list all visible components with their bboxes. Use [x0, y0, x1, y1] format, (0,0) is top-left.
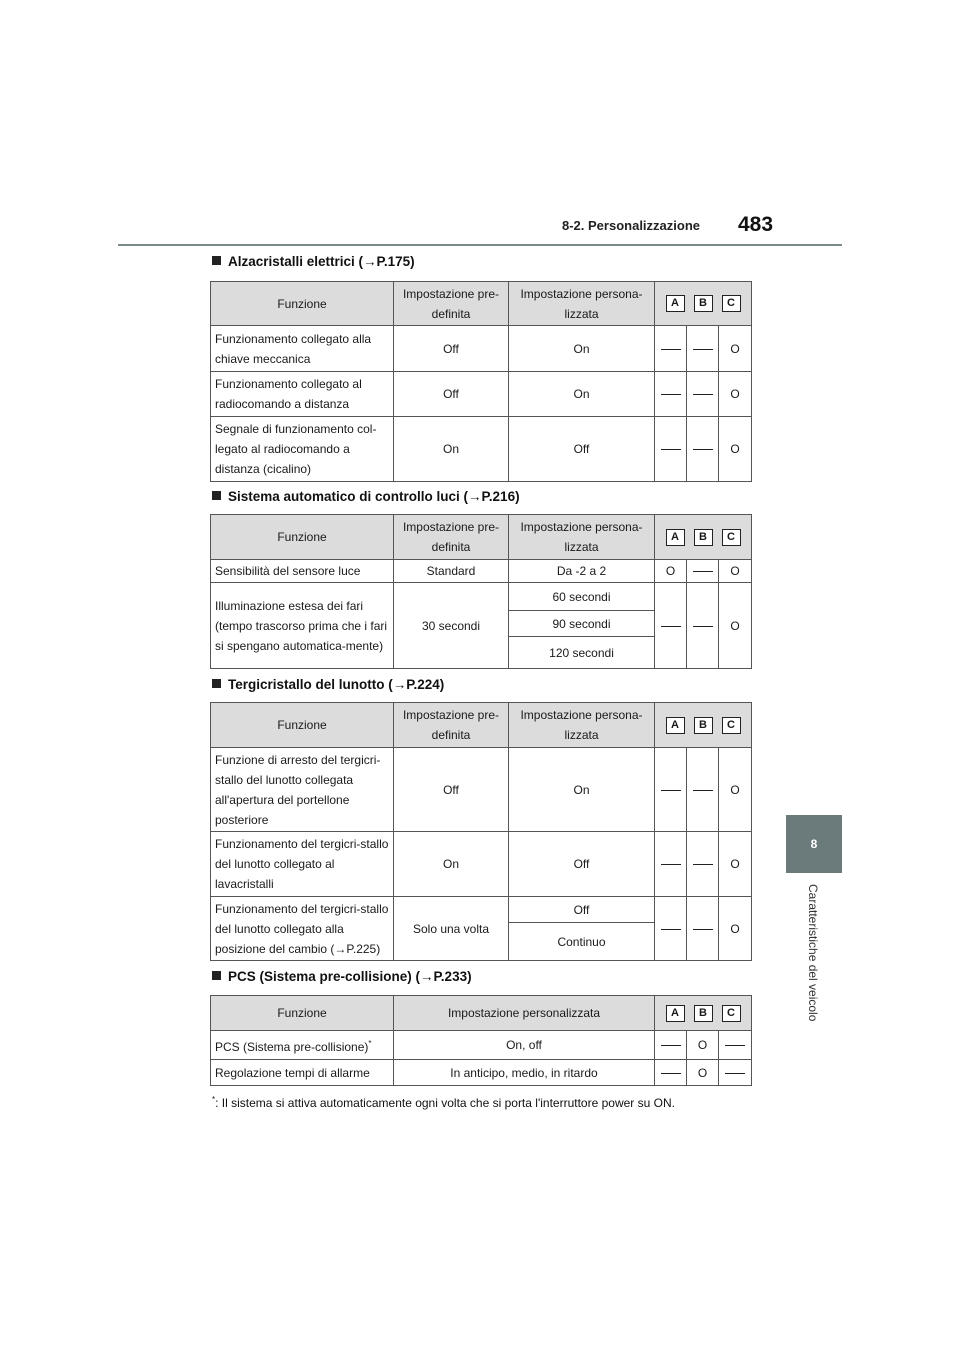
table-header-row [211, 282, 752, 326]
table-controllo-luci [210, 514, 752, 669]
section-title-text: Alzacristalli elettrici (→P.175) [228, 254, 415, 269]
dash-icon [725, 1045, 745, 1046]
cell-c [719, 1031, 752, 1060]
cell-a [655, 897, 687, 961]
cell-c [719, 1060, 752, 1086]
cell-c: O [719, 560, 752, 583]
box-a-icon: A [666, 295, 685, 312]
cell-b: O [687, 1060, 719, 1086]
cell-a [655, 1031, 687, 1060]
dash-icon [661, 449, 681, 450]
dash-icon [661, 1045, 681, 1046]
cell-b [687, 326, 719, 372]
dash-icon [661, 1073, 681, 1074]
cell-personalizzata-option: Continuo [509, 923, 655, 961]
dash-icon [693, 394, 713, 395]
cell-a [655, 832, 687, 897]
cell-predefinita: Off [394, 372, 509, 417]
cell-predefinita: Off [394, 748, 509, 832]
dash-icon [693, 349, 713, 350]
cell-b [687, 748, 719, 832]
cell-c: O [719, 897, 752, 961]
header-abc [655, 996, 752, 1031]
cell-personalizzata: On [509, 326, 655, 372]
cell-a [655, 748, 687, 832]
table-row [211, 832, 752, 897]
section-title-pcs [212, 969, 472, 984]
table-row [211, 560, 752, 583]
header-predefinita: Impostazione pre-definita [394, 282, 509, 326]
dash-icon [693, 790, 713, 791]
cell-funzione: Illuminazione estesa dei fari (tempo trascorso prima che i fari si spengano automatica-mente) [211, 583, 394, 669]
cell-funzione-text: PCS (Sistema pre-collisione) [215, 1039, 369, 1054]
cell-personalizzata: On [509, 748, 655, 832]
header-personalizzata: Impostazione persona-lizzata [509, 703, 655, 748]
header-predefinita: Impostazione pre-definita [394, 703, 509, 748]
cell-personalizzata-option: Off [509, 897, 655, 923]
cell-b [687, 372, 719, 417]
footnote-text: : Il sistema si attiva automaticamente ogni volta che si porta l'interruttore power su ON. [215, 1096, 675, 1110]
table-row [211, 417, 752, 482]
cell-predefinita: On [394, 832, 509, 897]
table-pcs [210, 995, 752, 1086]
cell-a [655, 583, 687, 669]
header-personalizzata: Impostazione personalizzata [394, 996, 655, 1031]
table-header-row [211, 703, 752, 748]
cell-funzione [211, 1031, 394, 1060]
square-bullet-icon [212, 679, 221, 688]
dash-icon [693, 449, 713, 450]
cell-a [655, 372, 687, 417]
header-predefinita: Impostazione pre-definita [394, 515, 509, 560]
footnote [212, 1095, 675, 1110]
chapter-tab [786, 815, 842, 873]
cell-personalizzata: In anticipo, medio, in ritardo [394, 1060, 655, 1086]
cell-funzione: Sensibilità del sensore luce [211, 560, 394, 583]
square-bullet-icon [212, 256, 221, 265]
table-row [211, 583, 752, 611]
cell-personalizzata: Off [509, 417, 655, 482]
chapter-label [806, 884, 822, 1044]
box-c-icon: C [722, 295, 741, 312]
section-title-text: Tergicristallo del lunotto (→P.224) [228, 677, 445, 692]
cell-funzione: Funzionamento del tergicri-stallo del lunotto collegato al lavacristalli [211, 832, 394, 897]
cell-funzione: Funzionamento collegato alla chiave meccanica [211, 326, 394, 372]
chapter-number: 8 [810, 837, 818, 851]
cell-funzione: Regolazione tempi di allarme [211, 1060, 394, 1086]
cell-funzione: Funzione di arresto del tergicri-stallo del lunotto collegata all'apertura del portellone posteriore [211, 748, 394, 832]
cell-b [687, 832, 719, 897]
chapter-label-text: Caratteristiche del veicolo [806, 884, 820, 1022]
table-tergicristallo [210, 702, 752, 961]
running-header-section: 8-2. Personalizzazione [562, 218, 700, 233]
cell-b [687, 560, 719, 583]
cell-a [655, 1060, 687, 1086]
cell-b [687, 897, 719, 961]
header-abc [655, 703, 752, 748]
cell-c: O [719, 748, 752, 832]
table-row [211, 748, 752, 832]
header-abc [655, 282, 752, 326]
cell-predefinita: On [394, 417, 509, 482]
section-title-controllo-luci [212, 489, 520, 504]
header-rule [118, 244, 842, 246]
dash-icon [661, 864, 681, 865]
cell-predefinita: Standard [394, 560, 509, 583]
dash-icon [725, 1073, 745, 1074]
cell-funzione: Funzionamento collegato al radiocomando a distanza [211, 372, 394, 417]
dash-icon [661, 790, 681, 791]
section-title-text: PCS (Sistema pre-collisione) (→P.233) [228, 969, 472, 984]
box-c-icon: C [722, 717, 741, 734]
box-b-icon: B [694, 529, 713, 546]
cell-c: O [719, 417, 752, 482]
cell-personalizzata-option: 120 secondi [509, 637, 655, 669]
box-a-icon: A [666, 717, 685, 734]
section-title-text: Sistema automatico di controllo luci (→P.216) [228, 489, 520, 504]
cell-personalizzata: On, off [394, 1031, 655, 1060]
page-number: 483 [738, 213, 774, 236]
cell-b [687, 583, 719, 669]
header-funzione: Funzione [211, 996, 394, 1031]
table-header-row [211, 515, 752, 560]
cell-a [655, 417, 687, 482]
table-row [211, 1031, 752, 1060]
table-alzacristalli [210, 281, 752, 482]
footnote-mark: * [212, 1095, 216, 1104]
cell-c: O [719, 583, 752, 669]
dash-icon [693, 571, 713, 572]
cell-predefinita: Solo una volta [394, 897, 509, 961]
section-title-tergicristallo [212, 677, 444, 692]
cell-personalizzata-option: 60 secondi [509, 583, 655, 611]
dash-icon [661, 626, 681, 627]
cell-c: O [719, 326, 752, 372]
cell-c: O [719, 372, 752, 417]
header-funzione: Funzione [211, 515, 394, 560]
table-row [211, 326, 752, 372]
dash-icon [661, 349, 681, 350]
table-row [211, 1060, 752, 1086]
header-personalizzata: Impostazione persona-lizzata [509, 282, 655, 326]
cell-personalizzata: Da -2 a 2 [509, 560, 655, 583]
dash-icon [661, 929, 681, 930]
cell-c: O [719, 832, 752, 897]
box-a-icon: A [666, 1005, 685, 1022]
box-c-icon: C [722, 1005, 741, 1022]
table-row [211, 372, 752, 417]
cell-personalizzata: On [509, 372, 655, 417]
box-a-icon: A [666, 529, 685, 546]
cell-b [687, 417, 719, 482]
cell-personalizzata: Off [509, 832, 655, 897]
cell-a: O [655, 560, 687, 583]
cell-personalizzata-option: 90 secondi [509, 611, 655, 637]
box-b-icon: B [694, 717, 713, 734]
cell-funzione: Funzionamento del tergicri-stallo del lunotto collegato alla posizione del cambio (→P.225) [211, 897, 394, 961]
header-abc [655, 515, 752, 560]
cell-predefinita: 30 secondi [394, 583, 509, 669]
cell-funzione: Segnale di funzionamento col-legato al radiocomando a distanza (cicalino) [211, 417, 394, 482]
dash-icon [693, 864, 713, 865]
footnote-mark: * [368, 1038, 372, 1048]
cell-a [655, 326, 687, 372]
box-b-icon: B [694, 295, 713, 312]
table-header-row [211, 996, 752, 1031]
dash-icon [661, 394, 681, 395]
square-bullet-icon [212, 491, 221, 500]
cell-b: O [687, 1031, 719, 1060]
table-row [211, 897, 752, 923]
box-b-icon: B [694, 1005, 713, 1022]
section-title-alzacristalli [212, 254, 415, 269]
box-c-icon: C [722, 529, 741, 546]
header-funzione: Funzione [211, 703, 394, 748]
dash-icon [693, 626, 713, 627]
header-funzione: Funzione [211, 282, 394, 326]
dash-icon [693, 929, 713, 930]
cell-predefinita: Off [394, 326, 509, 372]
square-bullet-icon [212, 971, 221, 980]
header-personalizzata: Impostazione persona-lizzata [509, 515, 655, 560]
